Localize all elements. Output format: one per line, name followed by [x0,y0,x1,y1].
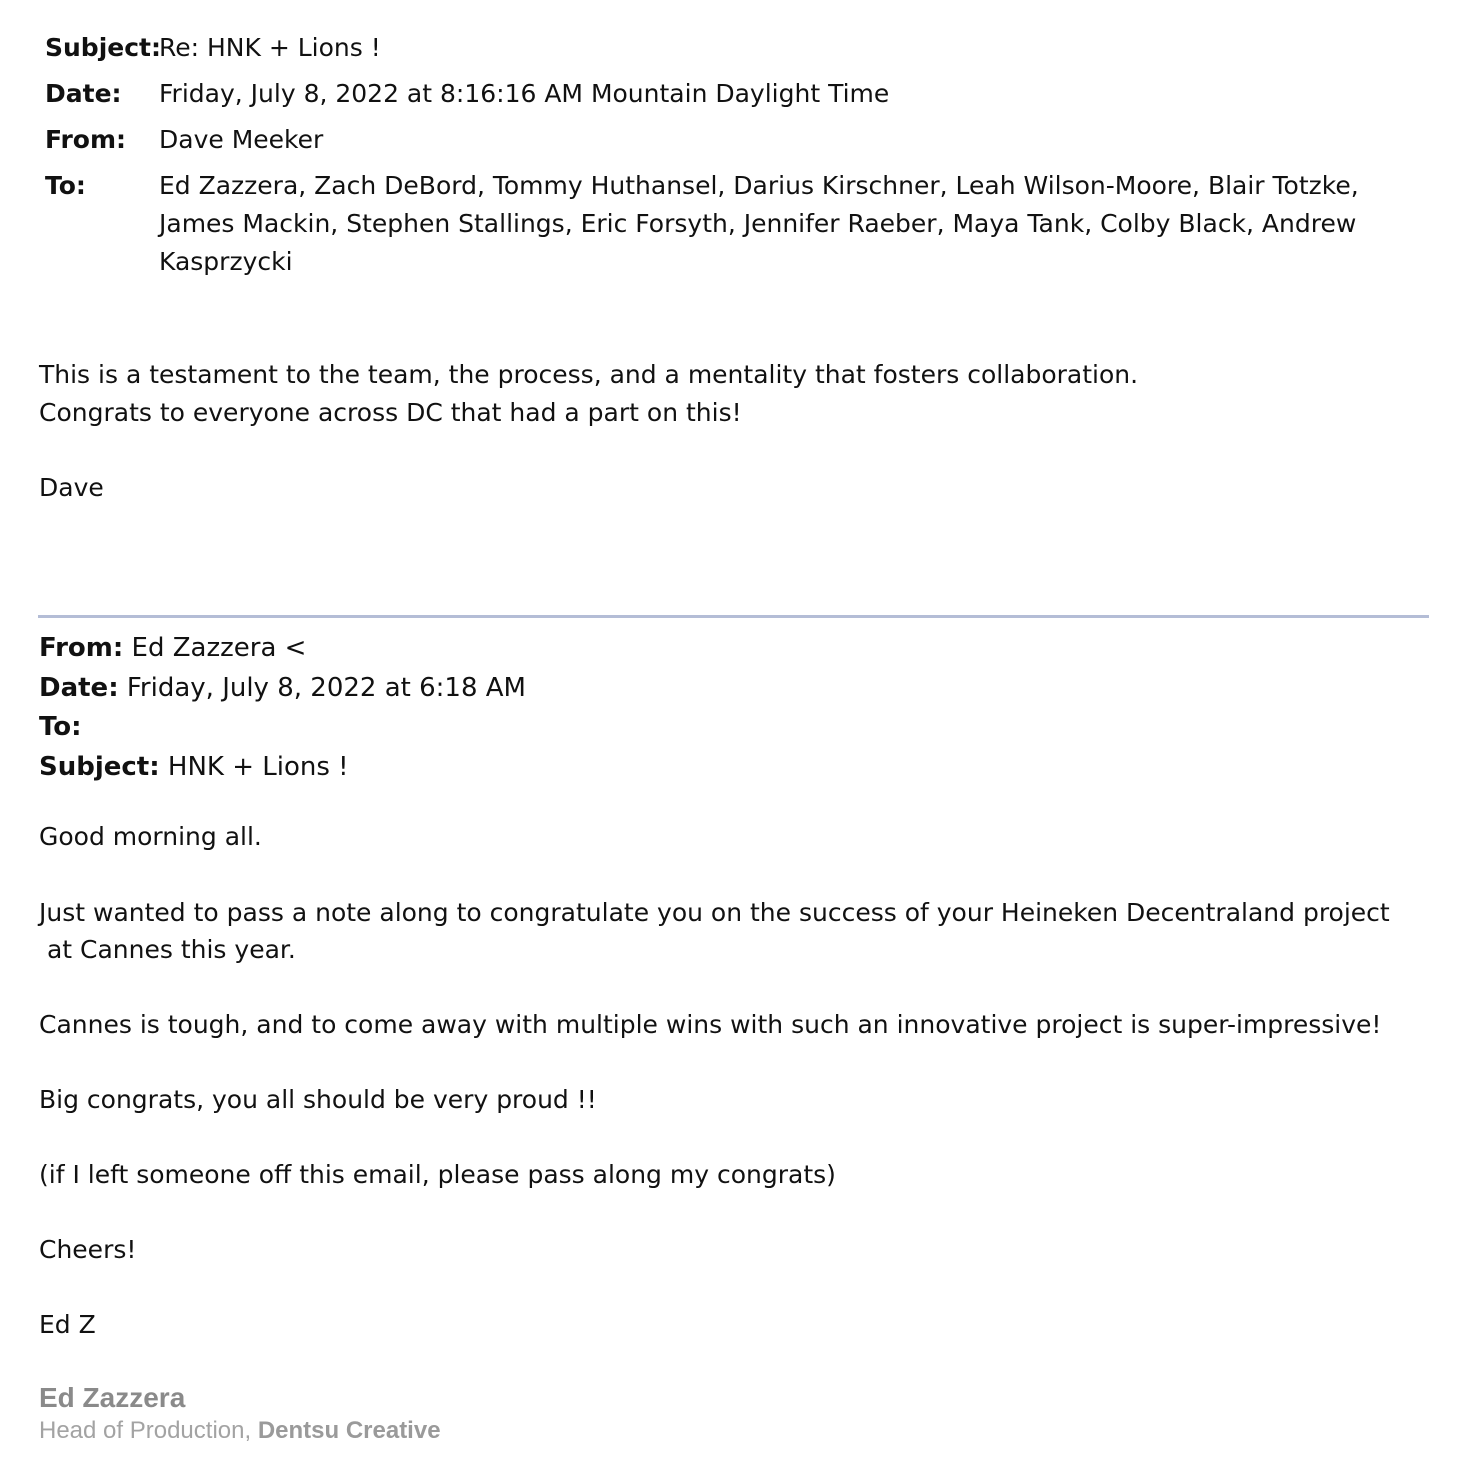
quoted-signoff: Ed Z [39,1310,96,1339]
quoted-date-label: Date: [39,673,119,703]
quoted-paragraph-5: Cheers! [39,1235,137,1264]
reply-line-1: This is a testament to the team, the process, and a mentality that fosters collaboration. [39,360,1139,389]
reply-signoff: Dave [39,473,104,502]
quoted-date-value: Friday, July 8, 2022 at 6:18 AM [126,673,526,703]
quoted-from-value: Ed Zazzera < [131,633,307,663]
signature-title: Head of Production, [39,1417,258,1444]
signature-title-line [39,1416,441,1446]
from-label: From: [45,125,127,154]
quoted-paragraph-1-line-2: at Cannes this year. [39,935,296,964]
subject-label: Subject: [45,33,161,62]
quoted-from-label: From: [39,633,124,663]
from-value: Dave Meeker [159,125,324,154]
quoted-paragraph-3: Big congrats, you all should be very proud !! [39,1085,597,1114]
quoted-date-row [39,668,526,708]
quoted-to-row [39,707,82,747]
quoted-paragraph-1-line-1: Just wanted to pass a note along to congratulate you on the success of your Heineken Decentraland project [39,898,1390,927]
to-recipients: Ed Zazzera, Zach DeBord, Tommy Huthansel, Darius Kirschner, Leah Wilson-Moore, Blair Totzke, James Mackin, Stephen Stallings, Eric Forsyth, Jennifer Raeber, Maya Tank, Colby Black, Andrew Kasprzycki [159,171,1359,276]
date-value: Friday, July 8, 2022 at 8:16:16 AM Mountain Daylight Time [159,79,890,108]
quoted-to-label: To: [39,712,82,742]
to-label: To: [45,171,86,200]
date-label: Date: [45,79,122,108]
quote-divider [38,615,1429,618]
signature-name: Ed Zazzera [39,1382,186,1413]
quoted-from-row [39,628,306,668]
quoted-greeting: Good morning all. [39,822,262,851]
subject-value: Re: HNK + Lions ! [159,33,381,62]
quoted-subject-value: HNK + Lions ! [167,752,349,782]
signature-company: Dentsu Creative [257,1417,441,1444]
quoted-paragraph-4: (if I left someone off this email, please pass along my congrats) [39,1160,836,1189]
quoted-subject-row [39,747,349,787]
quoted-paragraph-2: Cannes is tough, and to come away with multiple wins with such an innovative project is super-impressive! [39,1010,1382,1039]
quoted-subject-label: Subject: [39,752,160,782]
reply-line-2: Congrats to everyone across DC that had a part on this! [39,398,742,427]
